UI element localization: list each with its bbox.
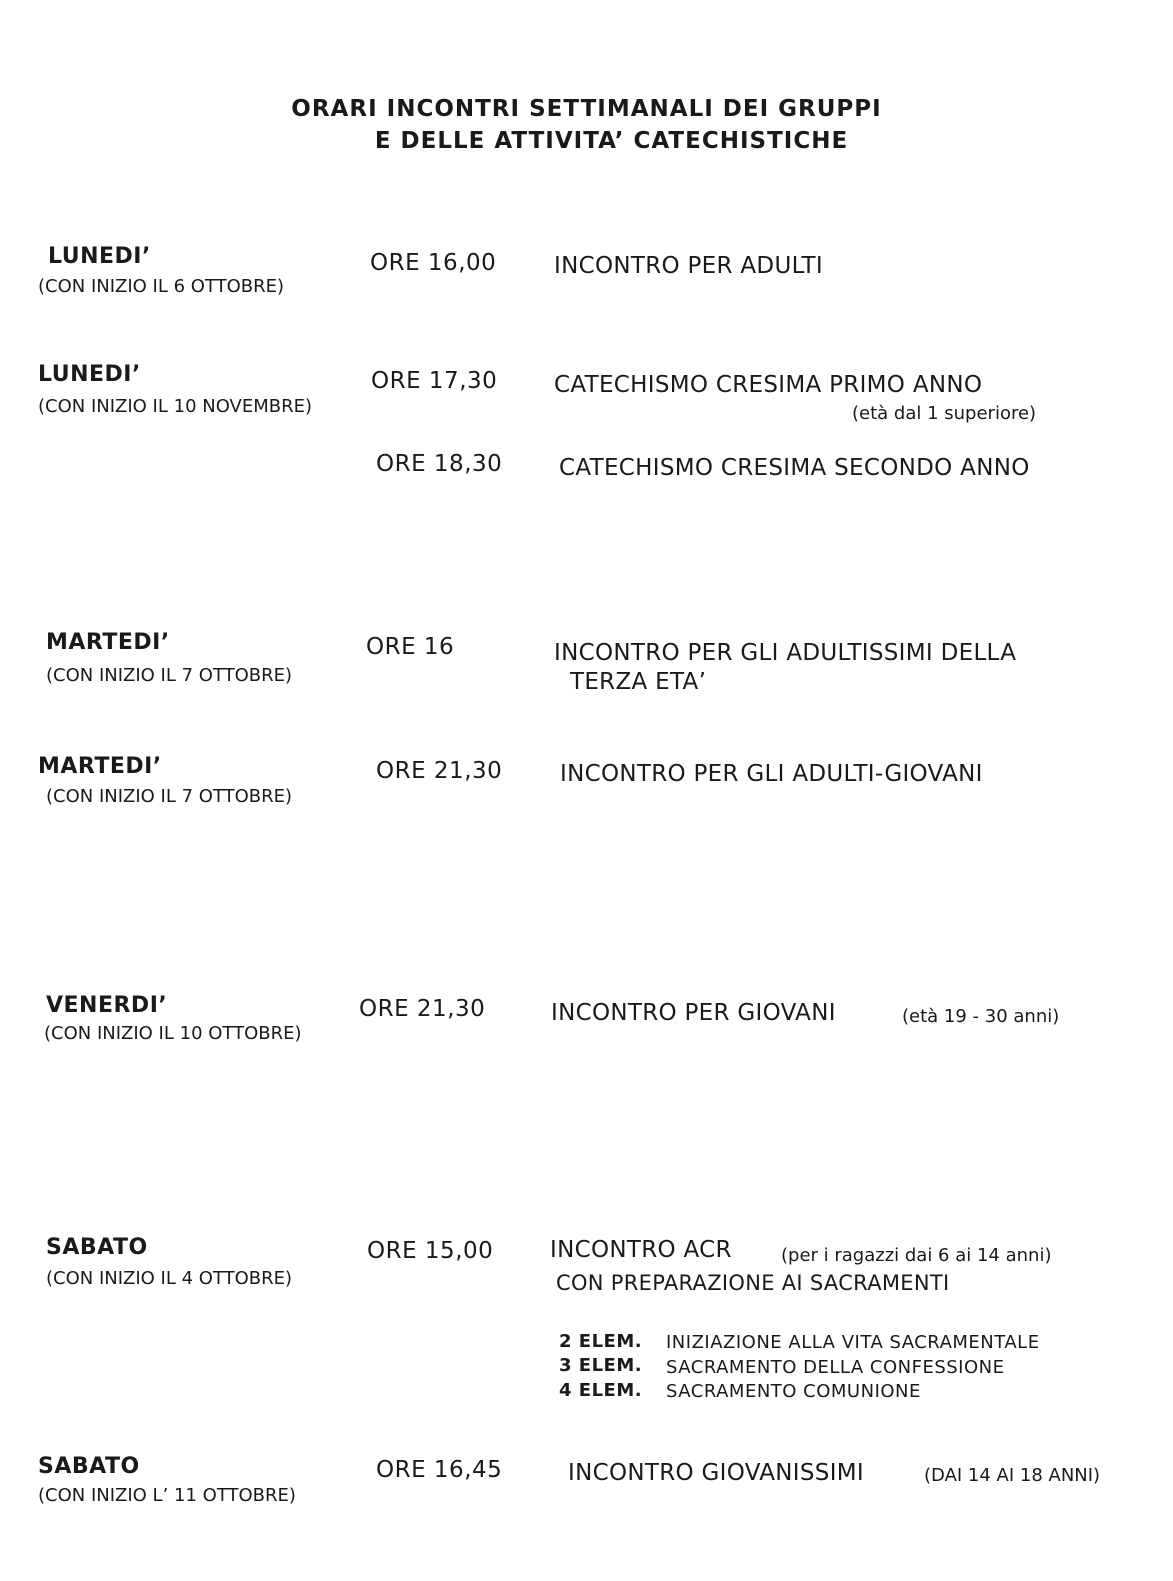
- day-label: SABATO: [46, 1235, 148, 1260]
- start-date: (CON INIZIO IL 7 OTTOBRE): [46, 786, 293, 807]
- grade-label: 3 ELEM.: [559, 1355, 643, 1376]
- activity-name: INCONTRO PER GIOVANI: [551, 1000, 836, 1026]
- start-date: (CON INIZIO IL 10 OTTOBRE): [44, 1023, 302, 1044]
- page-title-line-1: ORARI INCONTRI SETTIMANALI DEI GRUPPI: [291, 96, 882, 122]
- activity-name: INCONTRO PER GLI ADULTI-GIOVANI: [560, 761, 983, 787]
- age-note: (DAI 14 AI 18 ANNI): [924, 1465, 1101, 1486]
- activity-name-line-2: CON PREPARAZIONE AI SACRAMENTI: [556, 1271, 950, 1295]
- page-title-line-2: E DELLE ATTIVITA’ CATECHISTICHE: [374, 128, 849, 154]
- grade-label: 4 ELEM.: [559, 1380, 643, 1401]
- activity-name-second: CATECHISMO CRESIMA SECONDO ANNO: [559, 455, 1030, 481]
- day-label: VENERDI’: [46, 993, 168, 1018]
- grade-description: INIZIAZIONE ALLA VITA SACRAMENTALE: [666, 1332, 1040, 1353]
- meeting-time: ORE 16,00: [370, 250, 497, 276]
- activity-name: CATECHISMO CRESIMA PRIMO ANNO: [554, 372, 983, 398]
- age-note: (per i ragazzi dai 6 ai 14 anni): [781, 1245, 1052, 1266]
- grade-label: 2 ELEM.: [559, 1331, 643, 1352]
- meeting-time: ORE 21,30: [376, 758, 503, 784]
- day-label: LUNEDI’: [48, 244, 151, 269]
- meeting-time: ORE 16: [366, 634, 455, 660]
- start-date: (CON INIZIO IL 6 OTTOBRE): [38, 276, 285, 297]
- day-label: SABATO: [38, 1454, 140, 1479]
- meeting-time-second: ORE 18,30: [376, 451, 503, 477]
- grade-description: SACRAMENTO COMUNIONE: [666, 1381, 921, 1402]
- meeting-time: ORE 21,30: [359, 996, 486, 1022]
- activity-name: INCONTRO ACR: [550, 1237, 732, 1263]
- day-label: MARTEDI’: [46, 630, 170, 655]
- start-date: (CON INIZIO IL 4 OTTOBRE): [46, 1268, 293, 1289]
- activity-name: INCONTRO GIOVANISSIMI: [568, 1460, 865, 1486]
- start-date: (CON INIZIO IL 7 OTTOBRE): [46, 665, 293, 686]
- day-label: LUNEDI’: [38, 362, 141, 387]
- day-label: MARTEDI’: [38, 754, 162, 779]
- activity-name: INCONTRO PER GLI ADULTISSIMI DELLA: [554, 640, 1017, 666]
- grade-description: SACRAMENTO DELLA CONFESSIONE: [666, 1357, 1005, 1378]
- meeting-time: ORE 16,45: [376, 1457, 503, 1483]
- activity-name-line-2: TERZA ETA’: [570, 669, 707, 695]
- meeting-time: ORE 15,00: [367, 1238, 494, 1264]
- age-note: (età dal 1 superiore): [852, 403, 1037, 424]
- start-date: (CON INIZIO IL 10 NOVEMBRE): [38, 396, 313, 417]
- activity-name: INCONTRO PER ADULTI: [554, 253, 823, 279]
- meeting-time: ORE 17,30: [371, 368, 498, 394]
- start-date: (CON INIZIO L’ 11 OTTOBRE): [38, 1485, 296, 1506]
- age-note: (età 19 - 30 anni): [902, 1006, 1060, 1027]
